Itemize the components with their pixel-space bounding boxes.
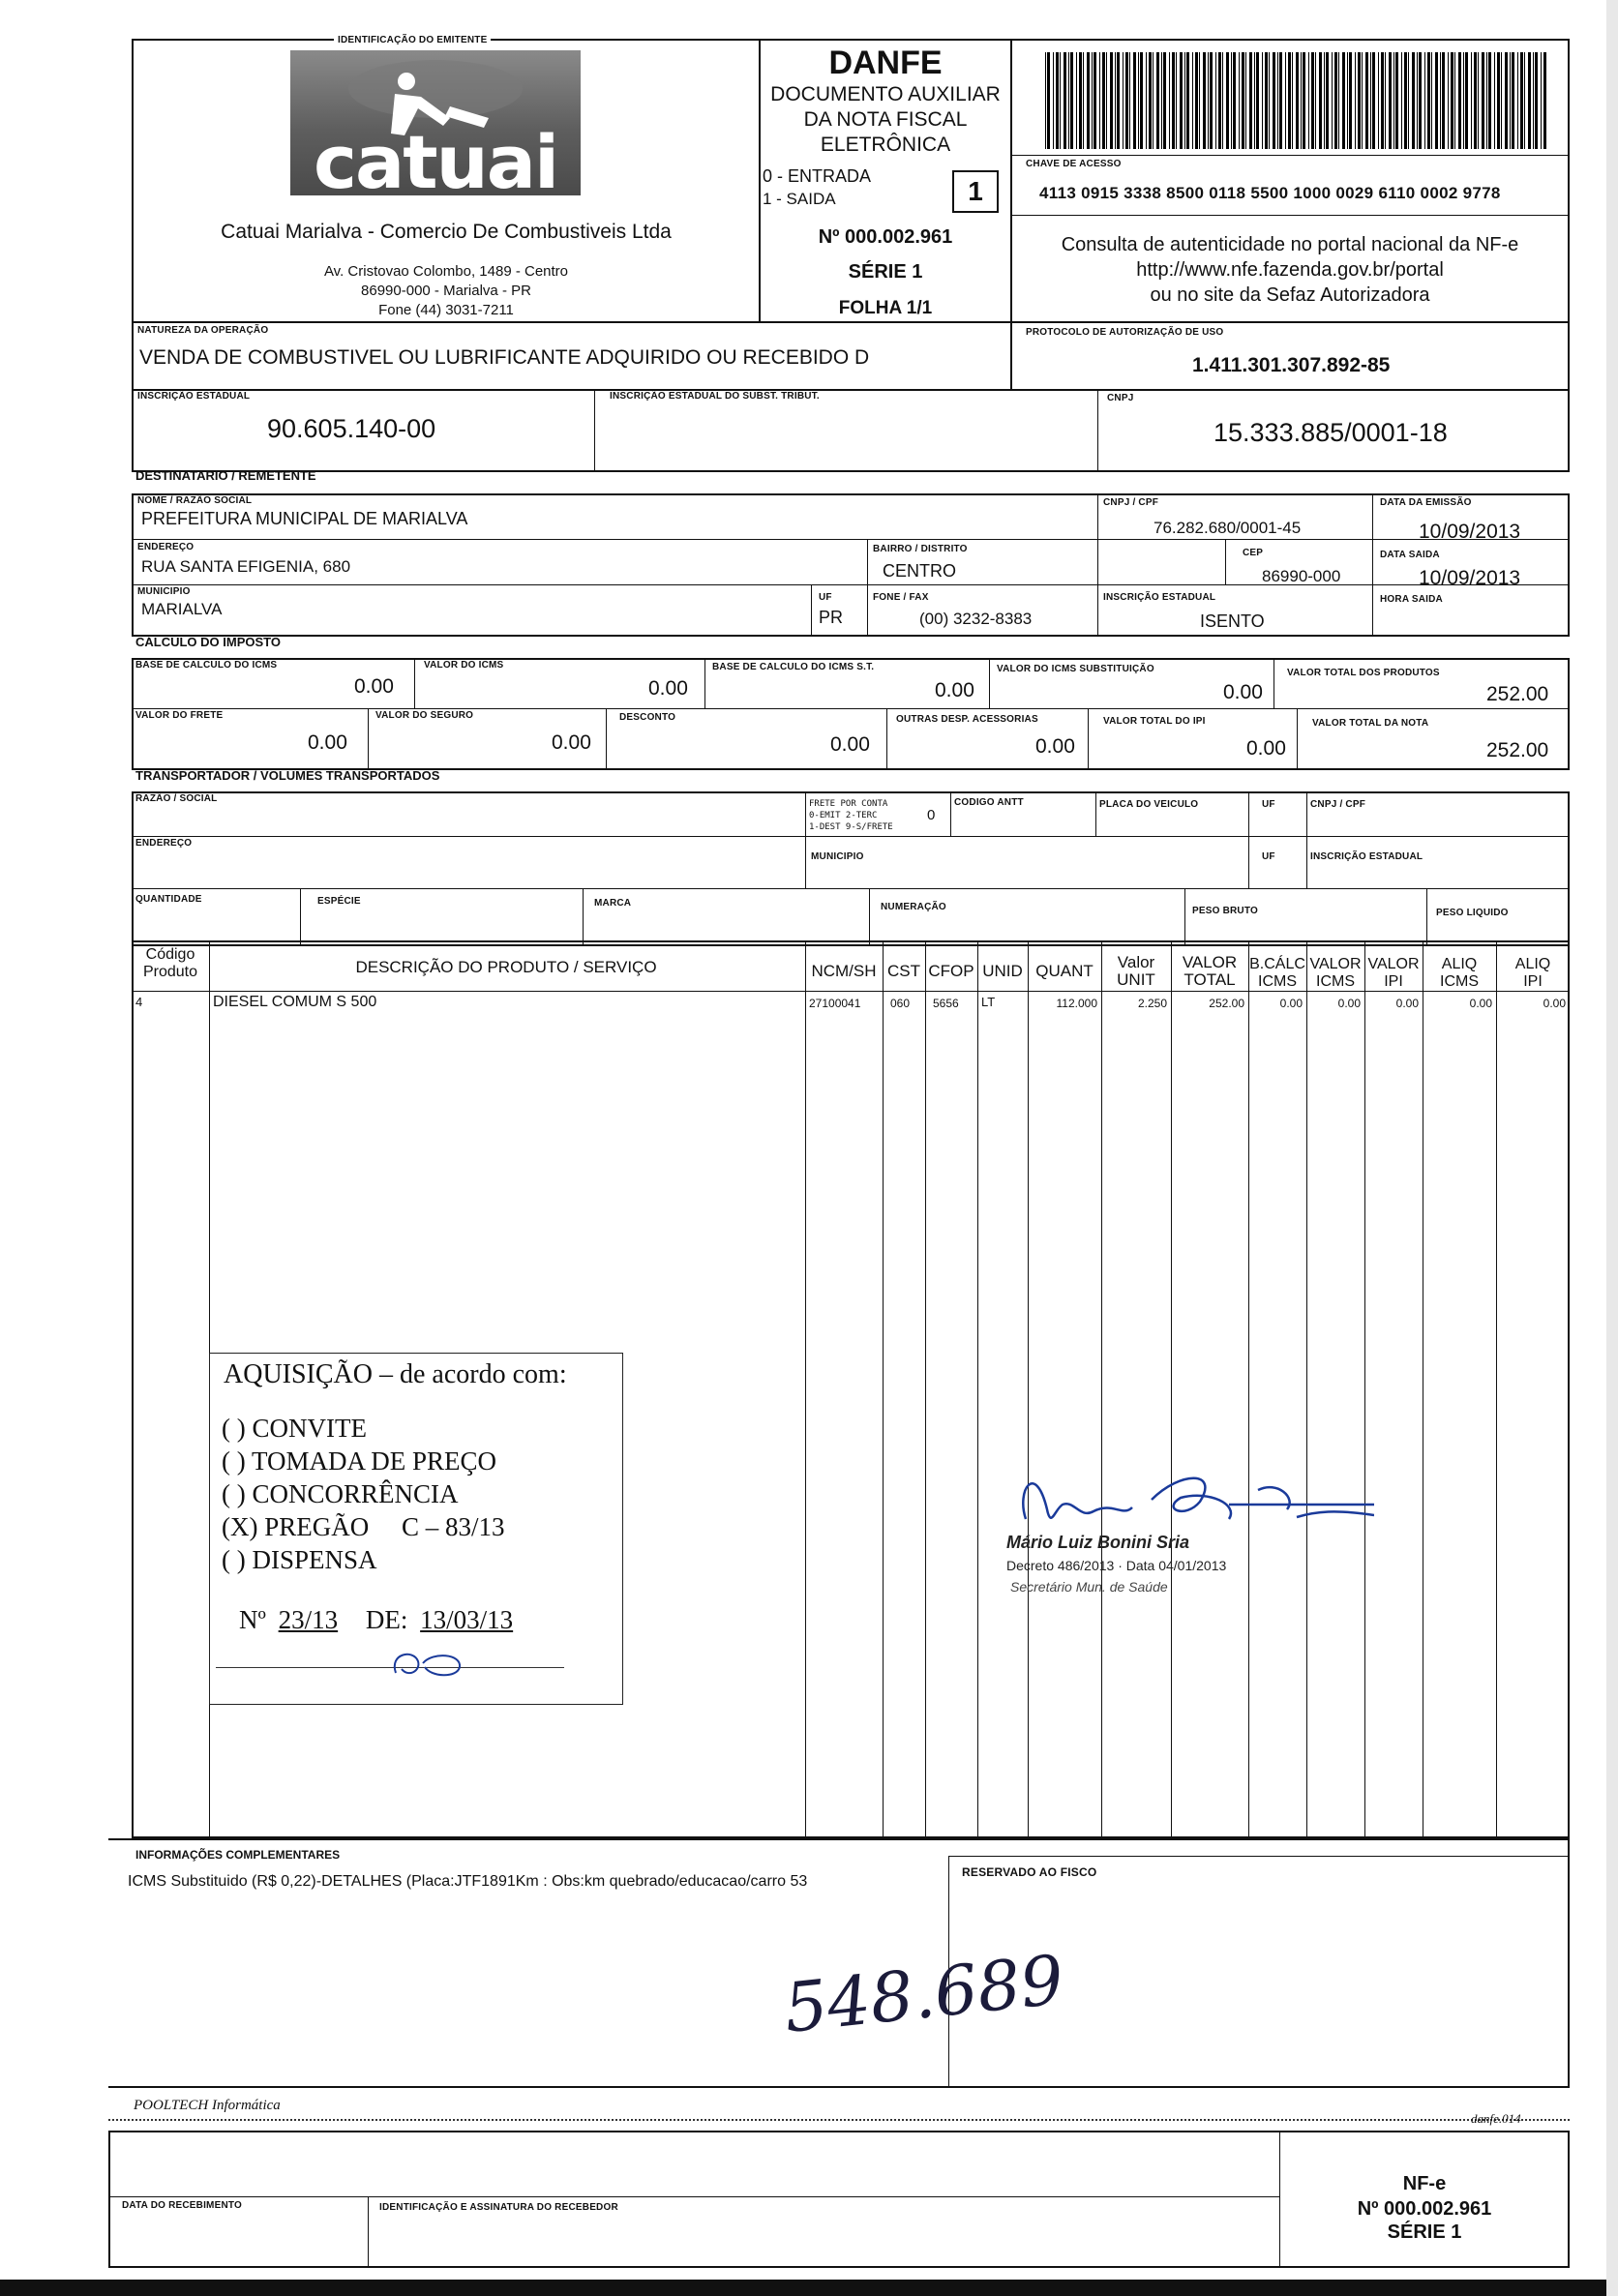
barcode-bar	[1486, 52, 1487, 149]
company-phone: Fone (44) 3031-7211	[378, 302, 514, 318]
barcode-bar	[1533, 52, 1534, 149]
barcode-bar	[1076, 52, 1077, 149]
header-unid: UNID	[982, 962, 1023, 980]
total-produtos-value: 252.00	[1486, 683, 1549, 705]
row-codigo: 4	[135, 995, 143, 1009]
barcode-bar	[1133, 52, 1136, 149]
total-produtos-label: VALOR TOTAL DOS PRODUTOS	[1287, 668, 1440, 678]
danfe-entrada: 0 - ENTRADA	[763, 166, 872, 186]
stamp-numero: 23/13	[278, 1605, 339, 1634]
transportador-section-label: TRANSPORTADOR / VOLUMES TRANSPORTADOS	[135, 768, 440, 783]
icms-st-base-value: 0.00	[935, 679, 974, 701]
protocolo-value: 1.411.301.307.892-85	[1192, 354, 1391, 376]
barcode-bar	[1156, 52, 1159, 149]
ie-value: 90.605.140-00	[267, 414, 436, 443]
row-vunit: 2.250	[1137, 997, 1167, 1010]
assinatura-label: IDENTIFICAÇÃO E ASSINATURA DO RECEBEDOR	[379, 2202, 618, 2213]
stamp-convite: ( ) CONVITE	[222, 1414, 367, 1443]
dest-saida-value: 10/09/2013	[1419, 567, 1521, 589]
barcode-bar	[1355, 52, 1356, 149]
emitente-section-label: IDENTIFICAÇÃO DO EMITENTE	[334, 35, 491, 45]
barcode-bar	[1045, 52, 1046, 149]
barcode-bar	[1463, 52, 1464, 149]
barcode-bar	[1512, 52, 1514, 149]
transp-razao-label: RAZÃO / SOCIAL	[135, 793, 218, 804]
dotted-line	[108, 2119, 1570, 2121]
total-nota-value: 252.00	[1486, 739, 1549, 761]
software-credit: POOLTECH Informática	[134, 2098, 281, 2113]
row-quant: 112.000	[1056, 997, 1097, 1010]
dest-emissao-value: 10/09/2013	[1419, 521, 1521, 543]
dest-saida-label: DATA SAIDA	[1380, 550, 1440, 560]
row-aipi: 0.00	[1543, 997, 1566, 1010]
barcode-bar	[1180, 52, 1183, 149]
signature-stamp	[987, 1451, 1374, 1616]
barcode-bar	[1332, 52, 1333, 149]
stamp-pregao: (X) PREGÃO C – 83/13	[222, 1512, 505, 1541]
barcode-bar	[1424, 52, 1425, 149]
barcode-bar	[1303, 52, 1305, 149]
barcode-bar	[1471, 52, 1472, 149]
barcode-bar	[1358, 52, 1361, 149]
barcode-bar	[1505, 52, 1508, 149]
barcode-bar	[1494, 52, 1495, 149]
frete-conta-1: FRETE POR CONTA	[809, 799, 888, 809]
danfe-numero: Nº 000.002.961	[818, 226, 953, 248]
cnpj-emitente-value: 15.333.885/0001-18	[1214, 418, 1448, 447]
barcode-bar	[1203, 52, 1206, 149]
barcode-bar	[1231, 52, 1232, 149]
barcode-bar	[1233, 52, 1236, 149]
peso-bruto-label: PESO BRUTO	[1192, 906, 1258, 916]
scan-bottom-edge	[0, 2280, 1618, 2296]
row-unid: LT	[981, 995, 996, 1009]
natureza-value: VENDA DE COMBUSTIVEL OU LUBRIFICANTE ADQUIRIDO OU RECEBIDO D	[139, 346, 870, 369]
row-vipi: 0.00	[1395, 997, 1419, 1010]
chave-label: CHAVE DE ACESSO	[1026, 159, 1122, 169]
barcode-bar	[1083, 52, 1084, 149]
header-cfop: CFOP	[928, 962, 974, 980]
barcode-bar	[1242, 52, 1244, 149]
barcode-bar	[1362, 52, 1363, 149]
barcode	[1045, 52, 1548, 149]
barcode-bar	[1535, 52, 1538, 149]
barcode-bar	[1417, 52, 1418, 149]
barcode-bar	[1319, 52, 1322, 149]
barcode-bar	[1448, 52, 1449, 149]
transp-ie-label: INSCRIÇÃO ESTADUAL	[1310, 851, 1423, 862]
barcode-bar	[1115, 52, 1116, 149]
barcode-bar	[1365, 52, 1368, 149]
header-vtotal: VALOR TOTAL	[1182, 953, 1238, 989]
danfe-title: DANFE	[828, 45, 943, 81]
barcode-bar	[1427, 52, 1430, 149]
barcode-bar	[1296, 52, 1299, 149]
company-logo	[290, 50, 581, 205]
transp-endereco-label: ENDEREÇO	[135, 838, 193, 849]
barcode-bar	[1528, 52, 1531, 149]
dest-nome-label: NOME / RAZÃO SOCIAL	[137, 495, 253, 506]
stamp-dispensa: ( ) DISPENSA	[222, 1545, 377, 1574]
desconto-value: 0.00	[830, 733, 870, 756]
total-ipi-label: VALOR TOTAL DO IPI	[1103, 716, 1206, 727]
table-column-divider	[1364, 940, 1365, 1838]
icms-subst-value: 0.00	[1223, 681, 1263, 703]
barcode-bar	[1520, 52, 1523, 149]
dest-bairro-label: BAIRRO / DISTRITO	[873, 544, 968, 554]
barcode-bar	[1347, 52, 1348, 149]
dest-endereco-value: RUA SANTA EFIGENIA, 680	[141, 557, 351, 576]
info-section-label: INFORMAÇÕES COMPLEMENTARES	[135, 1848, 341, 1862]
barcode-bar	[1311, 52, 1314, 149]
barcode-bar	[1140, 52, 1143, 149]
danfe-folha: FOLHA 1/1	[838, 298, 933, 318]
dest-ie-value: ISENTO	[1200, 611, 1265, 631]
barcode-bar	[1308, 52, 1309, 149]
outras-value: 0.00	[1035, 735, 1075, 758]
table-column-divider	[1248, 940, 1249, 1838]
header-ncm: NCM/SH	[811, 962, 877, 980]
danfe-subtitle-2: DA NOTA FISCAL	[803, 108, 968, 131]
barcode-bar	[1288, 52, 1291, 149]
header-descricao: DESCRIÇÃO DO PRODUTO / SERVIÇO	[355, 958, 657, 976]
barcode-bar	[1106, 52, 1107, 149]
header-bcalc: B.CÁLC ICMS	[1249, 956, 1305, 990]
barcode-bar	[1102, 52, 1105, 149]
barcode-bar	[1482, 52, 1484, 149]
barcode-bar	[1412, 52, 1415, 149]
barcode-bar	[1210, 52, 1213, 149]
barcode-bar	[1497, 52, 1500, 149]
barcode-bar	[1315, 52, 1316, 149]
barcode-bar	[1060, 52, 1061, 149]
row-vtotal: 252.00	[1209, 997, 1244, 1010]
table-column-divider	[1028, 940, 1029, 1838]
barcode-bar	[1184, 52, 1185, 149]
dest-municipio-label: MUNICIPIO	[137, 586, 191, 597]
icms-base-value: 0.00	[354, 675, 394, 698]
barcode-bar	[1094, 52, 1096, 149]
footer-nfe: NF-e	[1402, 2173, 1447, 2194]
frete-conta-2: 0-EMIT 2-TERC	[809, 811, 878, 820]
footer-serie: SÉRIE 1	[1387, 2221, 1462, 2243]
barcode-bar	[1324, 52, 1325, 149]
initials-signature-icon	[384, 1644, 471, 1683]
row-aicms: 0.00	[1469, 997, 1492, 1010]
icms-valor-label: VALOR DO ICMS	[424, 660, 504, 671]
barcode-bar	[1458, 52, 1461, 149]
barcode-bar	[1064, 52, 1066, 149]
icms-valor-value: 0.00	[648, 677, 688, 700]
barcode-bar	[1195, 52, 1198, 149]
barcode-bar	[1435, 52, 1438, 149]
cnpj-emitente-label: CNPJ	[1107, 393, 1134, 403]
danfe-tipo-box	[952, 170, 999, 213]
barcode-bar	[1254, 52, 1255, 149]
barcode-bar	[1401, 52, 1402, 149]
dest-fone-label: FONE / FAX	[873, 592, 929, 603]
barcode-bar	[1454, 52, 1455, 149]
barcode-bar	[1488, 52, 1491, 149]
danfe-saida: 1 - SAIDA	[763, 190, 836, 208]
header-quant: QUANT	[1035, 962, 1094, 980]
barcode-bar	[1301, 52, 1302, 149]
barcode-bar	[1370, 52, 1371, 149]
total-ipi-value: 0.00	[1246, 737, 1286, 760]
barcode-bar	[1146, 52, 1147, 149]
header-vunit: Valor UNIT	[1117, 953, 1155, 989]
barcode-bar	[1326, 52, 1329, 149]
stamp-tomada: ( ) TOMADA DE PREÇO	[222, 1446, 497, 1476]
stamp-concorrencia: ( ) CONCORRÊNCIA	[222, 1479, 459, 1508]
dest-municipio-value: MARIALVA	[141, 600, 223, 618]
table-column-divider	[977, 940, 978, 1838]
barcode-bar	[1451, 52, 1453, 149]
natureza-label: NATUREZA DA OPERAÇÃO	[137, 325, 269, 336]
barcode-bar	[1334, 52, 1337, 149]
barcode-bar	[1222, 52, 1223, 149]
recebimento-label: DATA DO RECEBIMENTO	[122, 2200, 242, 2211]
table-column-divider	[1306, 940, 1307, 1838]
stamp-data: 13/03/13	[420, 1605, 514, 1634]
consulta-line-3: ou no site da Sefaz Autorizadora	[1150, 284, 1430, 306]
scan-right-edge	[1606, 0, 1618, 2296]
barcode-bar	[1273, 52, 1275, 149]
barcode-bar	[1192, 52, 1193, 149]
header-vipi: VALOR IPI	[1367, 956, 1420, 990]
table-column-divider	[925, 940, 926, 1838]
especie-label: ESPÉCIE	[317, 896, 361, 907]
table-column-divider	[1496, 940, 1497, 1838]
barcode-bar	[1079, 52, 1082, 149]
barcode-bar	[1186, 52, 1189, 149]
stamp-title: AQUISIÇÃO – de acordo com:	[224, 1359, 567, 1389]
dest-nome-value: PREFEITURA MUNICIPAL DE MARIALVA	[141, 509, 468, 528]
table-column-divider	[883, 940, 884, 1838]
barcode-bar	[1269, 52, 1270, 149]
row-bcalc: 0.00	[1279, 997, 1303, 1010]
barcode-bar	[1117, 52, 1120, 149]
icms-subst-label: VALOR DO ICMS SUBSTITUIÇÃO	[997, 664, 1154, 674]
dest-cep-label: CEP	[1243, 548, 1264, 558]
barcode-bar	[1285, 52, 1286, 149]
dest-hora-label: HORA SAIDA	[1380, 594, 1443, 605]
barcode-bar	[1099, 52, 1100, 149]
barcode-bar	[1070, 52, 1073, 149]
header-vicms: VALOR ICMS	[1309, 956, 1362, 990]
barcode-bar	[1208, 52, 1209, 149]
barcode-bar	[1092, 52, 1093, 149]
barcode-bar	[1385, 52, 1386, 149]
dest-cep-value: 86990-000	[1262, 567, 1341, 585]
barcode-bar	[1262, 52, 1263, 149]
barcode-bar	[1408, 52, 1409, 149]
company-name: Catuai Marialva - Comercio De Combustiveis Ltda	[221, 221, 672, 243]
barcode-bar	[1378, 52, 1379, 149]
dest-ie-label: INSCRIÇÃO ESTADUAL	[1103, 592, 1216, 603]
chave-value: 4113 0915 3338 8500 0118 5500 1000 0029 6110 0002 9778	[1039, 184, 1501, 202]
frete-conta-3: 1-DEST 9-S/FRETE	[809, 822, 893, 832]
barcode-bar	[1517, 52, 1518, 149]
barcode-bar	[1419, 52, 1422, 149]
stamp-numero-line: Nº 23/13 DE: 13/03/13	[239, 1605, 514, 1634]
barcode-bar	[1465, 52, 1468, 149]
barcode-bar	[1265, 52, 1268, 149]
dest-uf-label: UF	[819, 592, 832, 603]
signature-decreto: Decreto 486/2013 · Data 04/01/2013	[1006, 1558, 1227, 1573]
barcode-bar	[1125, 52, 1128, 149]
barcode-bar	[1474, 52, 1477, 149]
dest-endereco-label: ENDEREÇO	[137, 542, 195, 552]
barcode-bar	[1381, 52, 1384, 149]
barcode-bar	[1163, 52, 1166, 149]
barcode-bar	[1153, 52, 1154, 149]
frete-value: 0.00	[308, 731, 347, 754]
barcode-bar	[1501, 52, 1502, 149]
header-codigo: Código Produto	[142, 946, 198, 980]
desconto-label: DESCONTO	[619, 712, 676, 723]
aquisicao-stamp	[209, 1353, 623, 1705]
barcode-bar	[1404, 52, 1407, 149]
barcode-bar	[1541, 52, 1542, 149]
row-ncm: 27100041	[809, 997, 861, 1010]
barcode-bar	[1161, 52, 1162, 149]
barcode-bar	[1056, 52, 1059, 149]
barcode-bar	[1349, 52, 1352, 149]
barcode-bar	[1395, 52, 1398, 149]
row-cfop: 5656	[933, 997, 959, 1010]
danfe-subtitle-3: ELETRÔNICA	[820, 134, 951, 156]
dest-cnpj-value: 76.282.680/0001-45	[1154, 519, 1302, 537]
transp-uf2-label: UF	[1262, 851, 1275, 862]
imposto-section-label: CÁLCULO DO IMPOSTO	[135, 635, 281, 649]
barcode-bar	[1123, 52, 1124, 149]
barcode-bar	[1524, 52, 1525, 149]
icms-st-base-label: BASE DE CALCULO DO ICMS S.T.	[712, 662, 875, 672]
seguro-label: VALOR DO SEGURO	[375, 710, 474, 721]
barcode-bar	[1129, 52, 1130, 149]
table-column-divider	[1171, 940, 1172, 1838]
transp-uf-label: UF	[1262, 799, 1275, 810]
table-column-divider	[1101, 940, 1102, 1838]
barcode-bar	[1277, 52, 1278, 149]
danfe-subtitle-1: DOCUMENTO AUXILIAR	[770, 83, 1001, 105]
barcode-bar	[1215, 52, 1216, 149]
barcode-bar	[1087, 52, 1090, 149]
dest-emissao-label: DATA DA EMISSÃO	[1380, 497, 1472, 508]
antt-label: CODIGO ANTT	[954, 797, 1024, 808]
barcode-bar	[1249, 52, 1252, 149]
dest-uf-value: PR	[819, 608, 844, 627]
company-address-1: Av. Cristovao Colombo, 1489 - Centro	[323, 263, 569, 280]
barcode-bar	[1442, 52, 1445, 149]
ie-st-label: INSCRIÇÃO ESTADUAL DO SUBST. TRIBUT.	[610, 391, 820, 402]
barcode-bar	[1389, 52, 1392, 149]
dest-fone-value: (00) 3232-8383	[919, 610, 1033, 628]
transp-municipio-label: MUNICIPIO	[811, 851, 864, 862]
barcode-bar	[1068, 52, 1069, 149]
footer-numero: Nº 000.002.961	[1357, 2198, 1492, 2220]
placa-label: PLACA DO VEICULO	[1099, 799, 1199, 810]
header-aicms: ALIQ ICMS	[1440, 956, 1479, 990]
row-vicms: 0.00	[1337, 997, 1361, 1010]
transp-cnpj-label: CNPJ / CPF	[1310, 799, 1366, 810]
signature-name: Mário Luiz Bonini Sria	[1006, 1533, 1190, 1552]
barcode-bar	[1169, 52, 1170, 149]
barcode-bar	[1372, 52, 1375, 149]
barcode-bar	[1176, 52, 1177, 149]
barcode-bar	[1440, 52, 1441, 149]
consulta-line-2: http://www.nfe.fazenda.gov.br/portal	[1136, 259, 1444, 281]
barcode-bar	[1218, 52, 1221, 149]
barcode-bar	[1543, 52, 1546, 149]
barcode-bar	[1342, 52, 1345, 149]
barcode-bar	[1431, 52, 1432, 149]
marca-label: MARCA	[594, 898, 632, 909]
barcode-bar	[1172, 52, 1175, 149]
table-row	[132, 993, 1570, 1012]
company-address-2: 86990-000 - Marialva - PR	[361, 283, 531, 299]
numeracao-label: NUMERAÇÃO	[881, 902, 946, 912]
protocolo-label: PROTOCOLO DE AUTORIZAÇÃO DE USO	[1026, 327, 1224, 338]
logo-text: catuai	[313, 119, 558, 205]
danfe-serie: SÉRIE 1	[848, 261, 923, 283]
barcode-bar	[1256, 52, 1259, 149]
barcode-bar	[1239, 52, 1240, 149]
frete-label: VALOR DO FRETE	[135, 710, 224, 721]
signature-cargo: Secretário Mun. de Saúde	[1010, 1579, 1168, 1595]
barcode-bar	[1393, 52, 1394, 149]
table-column-divider	[805, 940, 806, 1838]
row-descricao: DIESEL COMUM S 500	[213, 994, 377, 1010]
barcode-bar	[1292, 52, 1293, 149]
barcode-bar	[1047, 52, 1050, 149]
row-cst: 060	[890, 997, 911, 1010]
barcode-bar	[1226, 52, 1229, 149]
header-aipi: ALIQ IPI	[1514, 956, 1551, 990]
frete-conta-value: 0	[927, 807, 936, 823]
icms-base-label: BASE DE CALCULO DO ICMS	[135, 660, 278, 671]
fisco-label: RESERVADO AO FISCO	[962, 1865, 1097, 1879]
ie-label: INSCRIÇÃO ESTADUAL	[137, 391, 251, 402]
barcode-bar	[1199, 52, 1200, 149]
total-nota-label: VALOR TOTAL DA NOTA	[1312, 718, 1429, 729]
barcode-bar	[1053, 52, 1054, 149]
dest-cnpj-label: CNPJ / CPF	[1103, 497, 1159, 508]
destinatario-section-label: DESTINATARIO / REMETENTE	[135, 468, 316, 483]
barcode-bar	[1149, 52, 1152, 149]
barcode-bar	[1338, 52, 1339, 149]
dest-bairro-value: CENTRO	[883, 561, 956, 581]
quantidade-label: QUANTIDADE	[135, 894, 202, 905]
header-cst: CST	[887, 962, 920, 980]
seguro-value: 0.00	[552, 731, 591, 754]
outras-label: OUTRAS DESP. ACESSORIAS	[896, 714, 1038, 725]
barcode-bar	[1279, 52, 1282, 149]
peso-liquido-label: PESO LIQUIDO	[1436, 908, 1509, 918]
danfe-tipo-value: 1	[968, 176, 983, 206]
form-code: danfe.014	[1471, 2111, 1521, 2126]
barcode-bar	[1138, 52, 1139, 149]
barcode-bar	[1510, 52, 1511, 149]
barcode-bar	[1478, 52, 1479, 149]
barcode-bar	[1110, 52, 1113, 149]
consulta-line-1: Consulta de autenticidade no portal nacional da NF-e	[1061, 234, 1519, 255]
handwritten-number: 548.689	[780, 1940, 1067, 2048]
info-text: ICMS Substituido (R$ 0,22)-DETALHES (Placa:JTF1891Km : Obs:km quebrado/educacao/carro 53	[128, 1873, 808, 1890]
barcode-bar	[1245, 52, 1246, 149]
